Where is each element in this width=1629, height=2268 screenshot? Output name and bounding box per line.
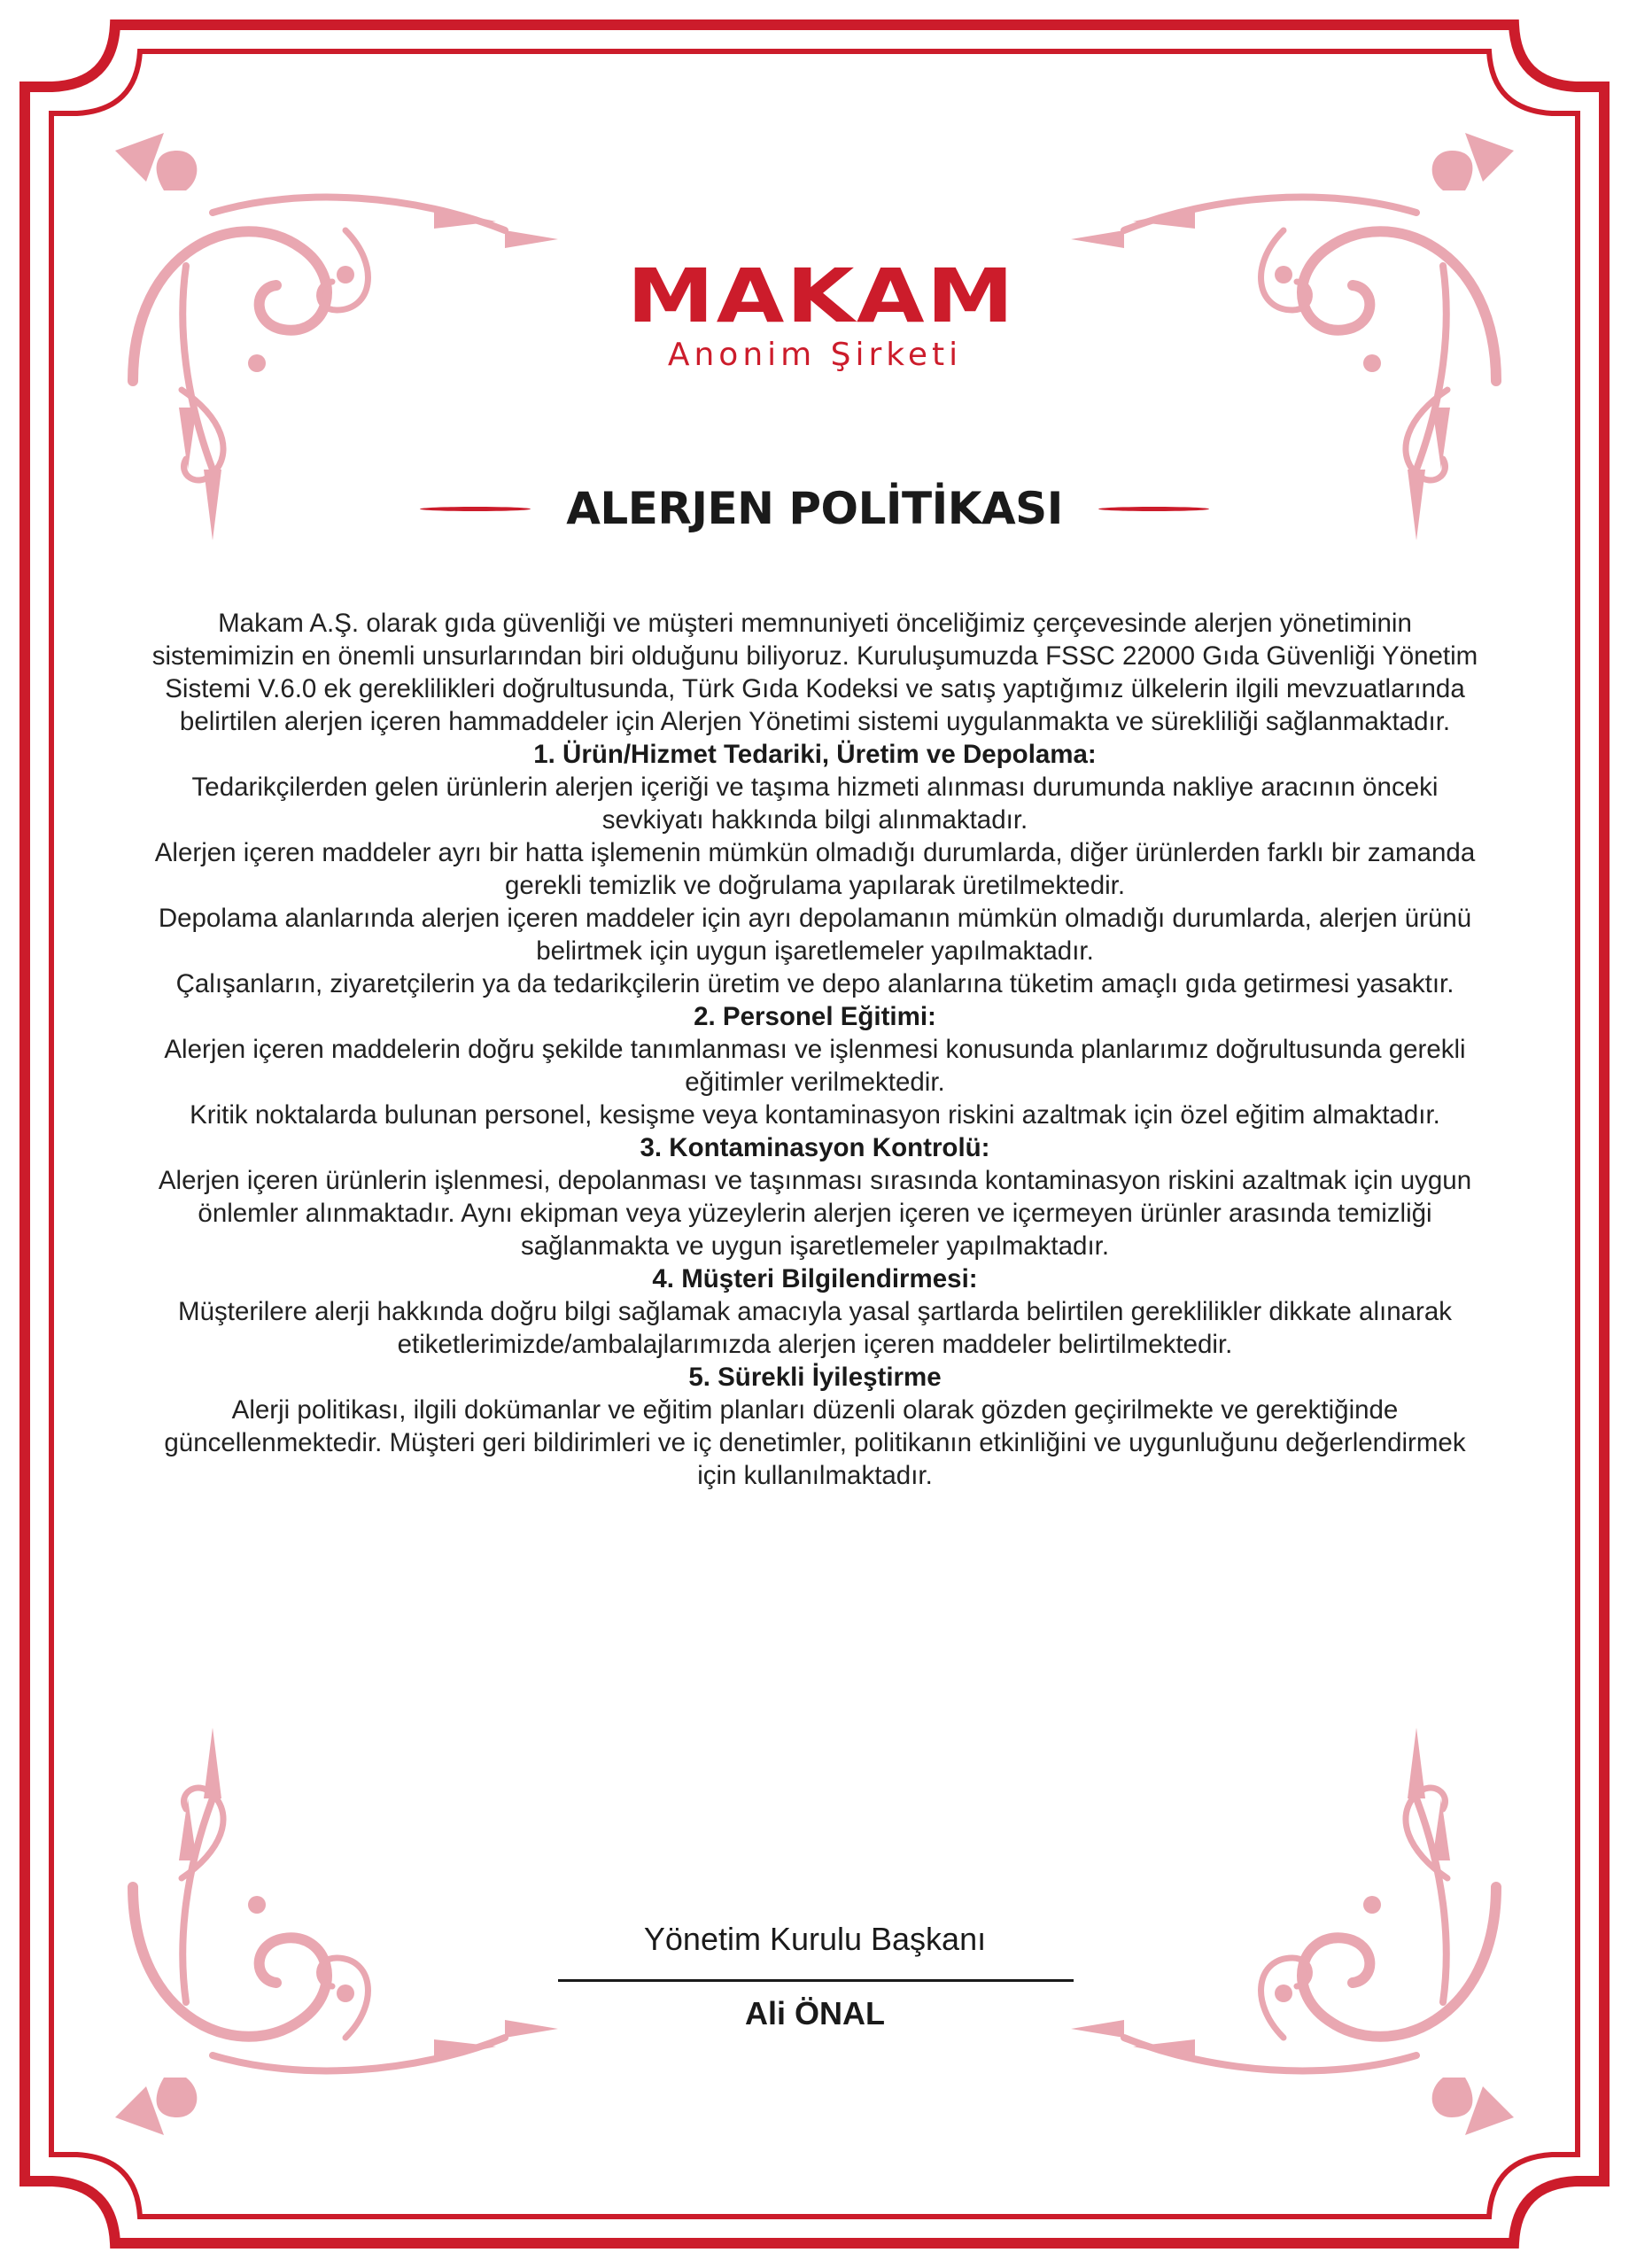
section-paragraph: Çalışanların, ziyaretçilerin ya da tedarikçilerin üretim ve depo alanlarına tüketim amaçlı gıda getirmesi yasaktır. [175,969,1454,998]
section-paragraph: Alerjen içeren maddeler ayrı bir hatta işlemenin mümkün olmadığı durumlarda, diğer ürünlerden farklı bir zamanda gerekli temizlik ve doğrulama yapılarak üretilmektedir. [154,838,1476,900]
section-heading: 1. Ürün/Hizmet Tedariki, Üretim ve Depolama: [533,740,1097,769]
section-paragraph: Alerji politikası, ilgili dokümanlar ve eğitim planları düzenli olarak gözden geçirilmekte ve gerektiğinde güncellenmektedir. Müşteri geri bildirimleri ve iç denetimler, politikanın etkinliğini ve uygunluğunu değerlendirmek için kullanılmaktadır. [164,1395,1466,1490]
logo-subtitle: Anonim Şirketi [667,337,963,373]
section-paragraph: Alerjen içeren maddelerin doğru şekilde tanımlanması ve işlenmesi konusunda planlarımız doğrultusunda gerekli eğitimler verilmektedir. [164,1035,1466,1097]
section-heading: 4. Müşteri Bilgilendirmesi: [652,1264,978,1293]
page-title: ALERJEN POLİTİKASI [566,483,1063,534]
company-logo [626,252,1016,373]
logo-wordmark: MAKAM [626,252,1016,339]
intro-paragraph: Makam A.Ş. olarak gıda güvenliği ve müşteri memnuniyeti önceliğimiz çerçevesinde alerjen yönetiminin sistemimizin en önemli unsurlarından biri olduğunu biliyoruz. Kuruluşumuzda FSSC 22000 Gıda Güvenliği Yönetim Sistemi V.6.0 ek gereklilikleri doğrultusunda, Türk Gıda Kodeksi ve satış yaptığımız ülkelerin ilgili mevzuatlarında belirtilen alerjen içeren hammaddeler için Alerjen Yönetimi sistemi uygulanmakta ve sürekliliği sağlanmaktadır. [151,609,1478,736]
title-divider-left [420,507,531,511]
section-paragraph: Müşterilere alerji hakkında doğru bilgi sağlamak amacıyla yasal şartlarda belirtilen gereklilikler dikkate alınarak etiketlerimizde/ambalajlarımızda alerjen içeren maddeler belirtilmektedir. [178,1297,1452,1359]
section-heading: 2. Personel Eğitimi: [694,1002,936,1031]
title-row [0,483,1629,534]
section-paragraph: Kritik noktalarda bulunan personel, kesişme veya kontaminasyon riskini azaltmak için özel eğitim almaktadır. [190,1100,1440,1130]
section-paragraph: Alerjen içeren ürünlerin işlenmesi, depolanması ve taşınması sırasında kontaminasyon riskini azaltmak için uygun önlemler alınmaktadır. Aynı ekipman veya yüzeylerin alerjen içeren ve içermeyen ürünler arasında temizliği sağlanmakta ve uygun işaretlemeler yapılmaktadır. [158,1166,1472,1261]
title-divider-right [1098,507,1209,511]
section-paragraph: Tedarikçilerden gelen ürünlerin alerjen içeriği ve taşıma hizmeti alınması durumunda nakliye aracının önceki sevkiyatı hakkında bilgi alınmaktadır. [191,773,1439,835]
signature-title: Yönetim Kurulu Başkanı [643,1921,987,1957]
policy-body [151,607,1479,1492]
section-heading: 5. Sürekli İyileştirme [688,1363,942,1392]
section-heading: 3. Kontaminasyon Kontrolü: [640,1133,990,1162]
signature-name: Ali ÖNAL [745,1995,885,2031]
section-paragraph: Depolama alanlarında alerjen içeren maddeler için ayrı depolamanın mümkün olmadığı durumlarda, alerjen ürünü belirtmek için uygun işaretlemeler yapılmaktadır. [158,904,1472,966]
signature-line [558,1979,1074,1982]
